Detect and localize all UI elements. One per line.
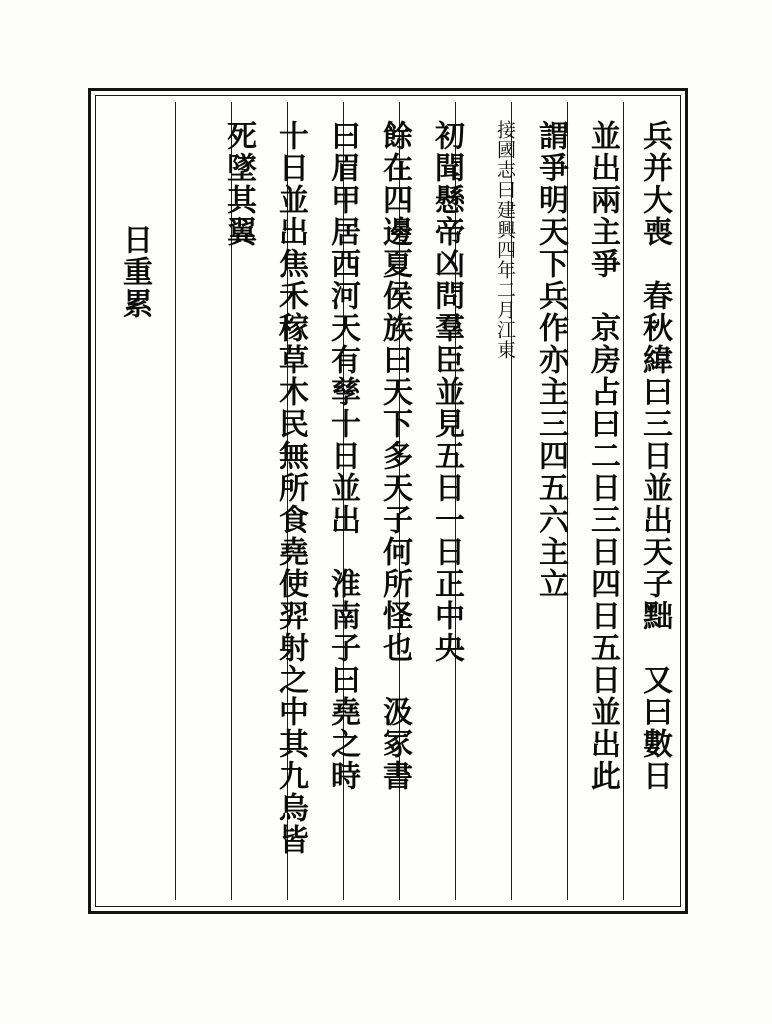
text-column-3: 謂爭明天下兵作亦主三四五六主立 [533, 120, 568, 600]
text-columns [102, 102, 674, 900]
text-block-inner-border [95, 95, 681, 907]
text-column-6: 餘在四邊夏侯族曰天下多天子何所怪也 汲冢書 [377, 120, 412, 792]
text-column-4-note: 接國志曰建興四年二月江東 [494, 120, 516, 360]
text-column-11-heading: 日重累 [117, 224, 152, 320]
text-column-10 [154, 102, 206, 900]
text-column-5: 初聞懸帝凶問羣臣並見五日一日正中央 [429, 120, 464, 664]
text-column-7: 曰眉甲居西河天有孳十日並出 淮南子曰堯之時 [325, 120, 360, 792]
text-column-2: 並出兩主爭 京房占曰二日三日四日五日並出此 [585, 120, 620, 792]
text-column-1: 兵并大喪 春秋緯曰三日並出天子黜 又曰數日 [637, 120, 672, 792]
text-column-9: 死墜其翼 [221, 120, 256, 248]
text-column-8: 十日並出焦禾稼草木民無所食堯使羿射之中其九烏皆 [273, 120, 308, 856]
text-block-frame [88, 88, 688, 914]
